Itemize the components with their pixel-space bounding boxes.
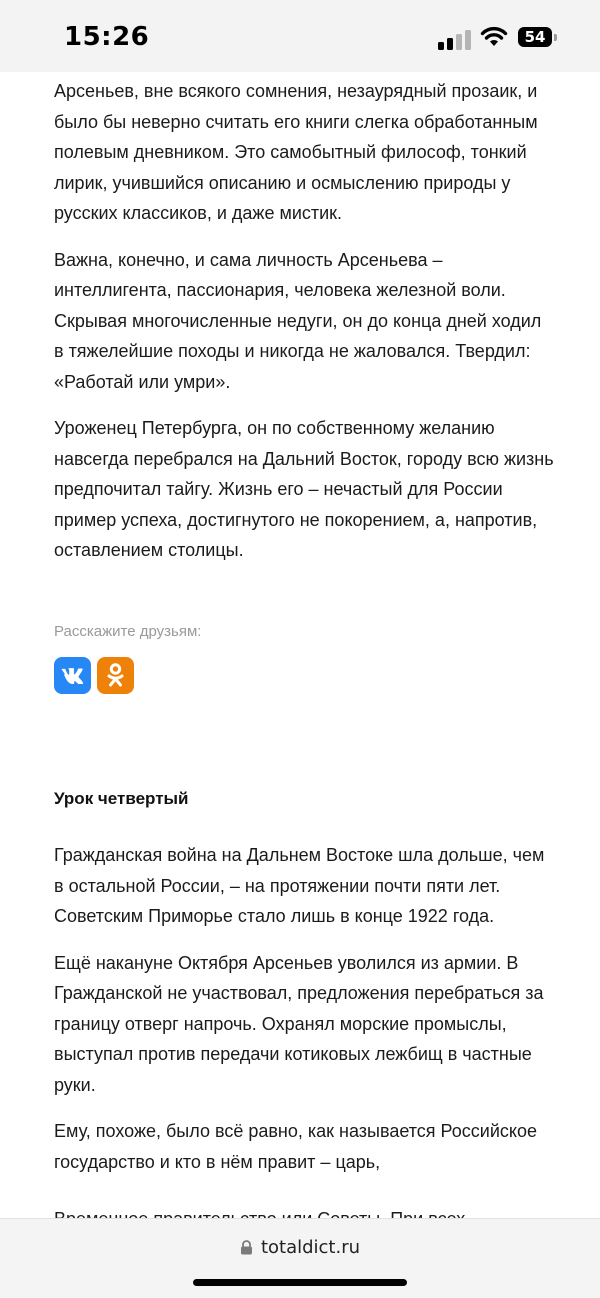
lesson-title: Урок четвертый [54,789,189,808]
ok-share-button[interactable] [97,657,134,694]
url-display[interactable] [0,1237,600,1258]
vk-icon [54,657,91,694]
browser-address-bar[interactable] [0,1218,600,1298]
lesson-paragraph: Гражданская война на Дальнем Востоке шла дольше, чем в остальной России, – на протяжении почти пяти лет. Советским Приморье стало лишь в конце 1922 года. [54,845,545,926]
share-label: Расскажите друзьям: [54,623,202,640]
battery-icon [518,27,552,47]
article-paragraph: Важна, конечно, и сама личность Арсеньева – интеллигента, пассионария, человека железной воли. Скрывая многочисленные недуги, он до конца дней ходил в тяжелейшие походы и никогда не жаловался. Твердил: «Работай или умри». [54,249,542,392]
article-paragraph: Арсеньев, вне всякого сомнения, незаурядный прозаик, и было бы неверно считать его книги слегка обработанным полевым дневником. Это самобытный философ, тонкий лирик, учившийся описанию и осмыслению природы у русских классиков, и даже мистик. [54,81,538,223]
home-indicator [193,1279,407,1286]
vk-share-button[interactable] [54,657,91,694]
lesson-paragraph: Ещё накануне Октября Арсеньев уволился из армии. В Гражданской не участвовал, предложения перебраться за границу отверг напрочь. Охранял морские промыслы, выступал против передачи котиковых лежбищ в частные руки. [54,952,544,1095]
lock-icon [240,1240,253,1255]
article-paragraph: Уроженец Петербурга, он по собственному желанию навсегда перебрался на Дальний Восток, городу всю жизнь предпочитал тайгу. Жизнь его – нечастый для России пример успеха, достигнутого не покорением, а, напротив, оставлением столицы. [54,418,554,560]
status-bar [0,0,600,72]
url-text: totaldict.ru [260,1237,361,1258]
battery-level: 54 [524,28,546,46]
odnoklassniki-icon [97,657,134,694]
lesson-body [54,840,554,1193]
lesson-paragraph: Ему, похоже, было всё равно, как называется Российское государство и кто в нём правит – царь, [54,1121,537,1172]
wifi-icon [480,26,508,48]
signal-icon [438,28,470,50]
lesson-cut-line [54,1204,554,1218]
article-body [54,76,554,582]
status-time: 15:26 [64,22,150,52]
